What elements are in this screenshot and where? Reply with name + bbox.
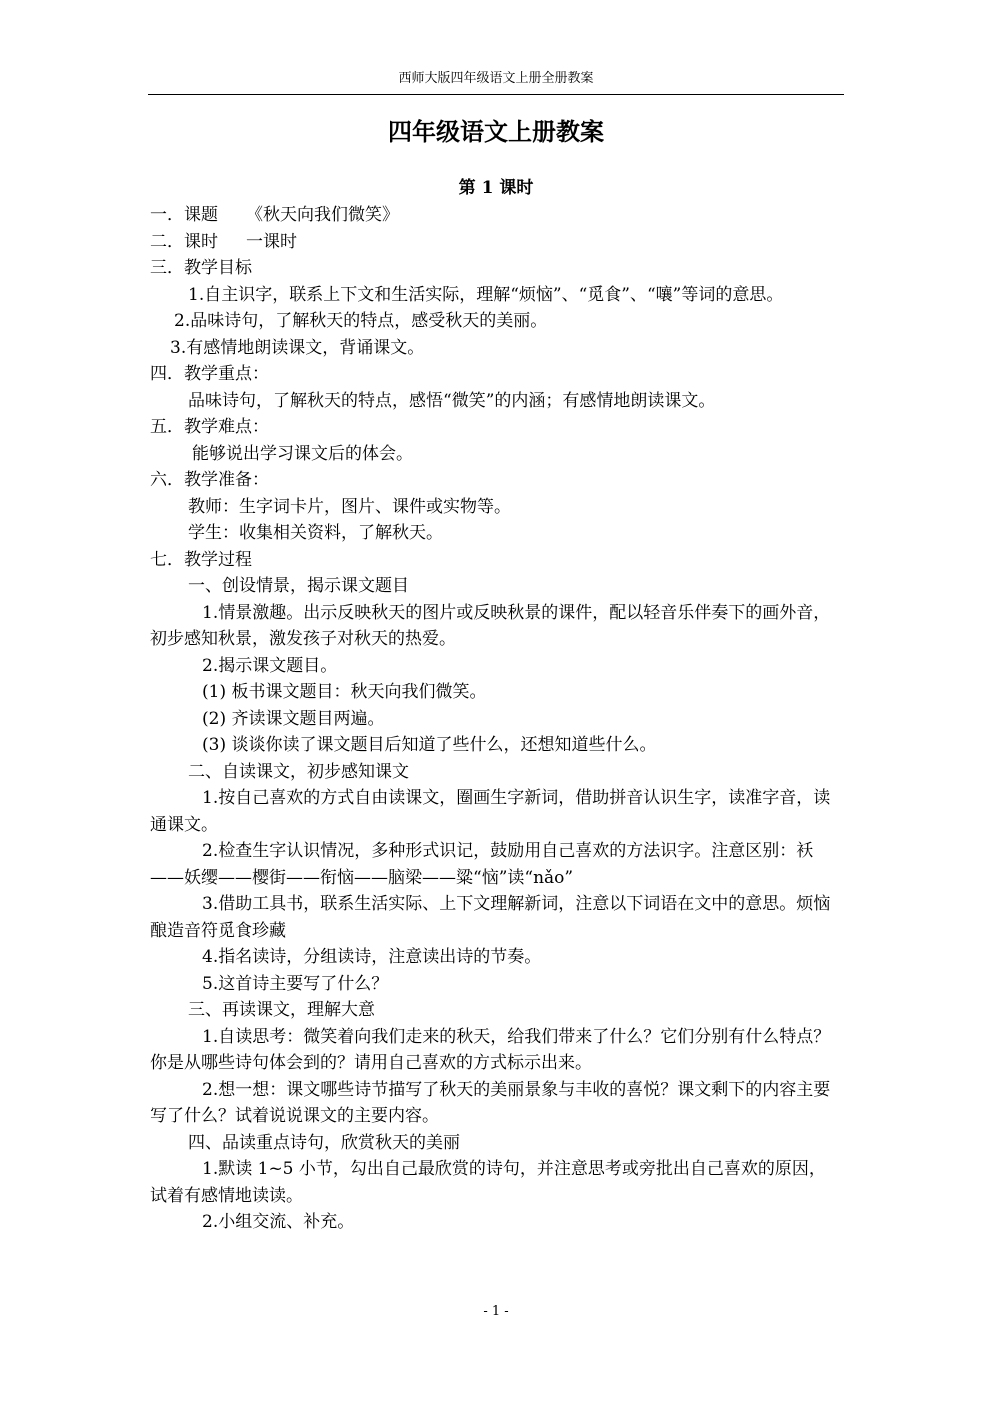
prep-student: 学生：收集相关资料，了解秋天。	[188, 523, 443, 543]
process-step-4-title: 四、品读重点诗句，欣赏秋天的美丽	[188, 1132, 460, 1153]
process-step-2-item-4: 4.指名读诗，分组读诗，注意读出诗的节奏。	[202, 947, 542, 967]
header-rule	[148, 94, 844, 95]
lesson-subtitle: 第 1 课时	[458, 178, 534, 198]
process-step-2-item-1: 1.按自己喜欢的方式自由读课文，圈画生字新词，借助拼音认识生字，读准字音，读通课文。	[150, 788, 831, 835]
process-step-1-sub-2: (2) 齐读课文题目两遍。	[202, 708, 385, 729]
section-process-heading: 七．教学过程	[150, 549, 252, 570]
process-step-4-item-2: 2.小组交流、补充。	[202, 1212, 355, 1232]
key-points-text: 品味诗句，了解秋天的特点，感悟“微笑”的内涵；有感情地朗读课文。	[188, 390, 716, 411]
goal-item-3: 3.有感情地朗读课文，背诵课文。	[170, 337, 425, 358]
process-step-1-title: 一、创设情景，揭示课文题目	[188, 576, 409, 596]
process-step-3-title: 三、再读课文，理解大意	[188, 1000, 375, 1020]
goal-item-1: 1.自主识字，联系上下文和生活实际，理解“烦恼”、“觅食”、“嚷”等词的意思。	[188, 284, 784, 305]
process-step-2-item-2: 2.检查生字认识情况，多种形式识记，鼓励用自己喜欢的方法识字。注意区别：袄——妖缨——樱街——衔恼——脑梁——粱“恼”读“nǎo”	[150, 841, 814, 888]
page-title: 四年级语文上册教案	[388, 118, 604, 146]
process-step-1-sub-1: (1) 板书课文题目：秋天向我们微笑。	[202, 682, 487, 702]
process-step-4-item-1: 1.默读 1~5 小节，勾出自己最欣赏的诗句，并注意思考或旁批出自己喜欢的原因，试着有感情地读读。	[150, 1159, 826, 1206]
difficulty-text: 能够说出学习课文后的体会。	[192, 443, 413, 464]
running-header: 西师大版四年级语文上册全册教案	[398, 71, 594, 86]
document-body	[150, 202, 840, 1236]
prep-teacher: 教师：生字词卡片，图片、课件或实物等。	[188, 496, 511, 517]
section-topic: 一．课题 《秋天向我们微笑》	[150, 205, 399, 225]
section-goals-heading: 三．教学目标	[150, 258, 252, 278]
process-step-3-item-1: 1.自读思考：微笑着向我们走来的秋天，给我们带来了什么？它们分别有什么特点？你是从哪些诗句体会到的？请用自己喜欢的方式标示出来。	[150, 1026, 831, 1073]
section-preparation-heading: 六．教学准备：	[150, 470, 269, 490]
process-step-1-sub-3: (3) 谈谈你读了课文题目后知道了些什么，还想知道些什么。	[202, 735, 657, 755]
section-difficulty-heading: 五．教学难点：	[150, 417, 269, 437]
process-step-2-item-3: 3.借助工具书，联系生活实际、上下文理解新词，注意以下词语在文中的意思。烦恼酿造音符觅食珍藏	[150, 894, 831, 941]
process-step-2-title: 二、自读课文，初步感知课文	[188, 761, 409, 782]
process-step-2-item-5: 5.这首诗主要写了什么？	[202, 973, 389, 994]
section-periods: 二．课时 一课时	[150, 231, 297, 252]
process-step-1-item-2: 2.揭示课文题目。	[202, 655, 338, 676]
goal-item-2: 2.品味诗句，了解秋天的特点，感受秋天的美丽。	[174, 311, 548, 331]
process-step-3-item-2: 2.想一想：课文哪些诗节描写了秋天的美丽景象与丰收的喜悦？课文剩下的内容主要写了什么？试着说说课文的主要内容。	[150, 1079, 831, 1126]
page-number: - 1 -	[483, 1304, 509, 1319]
section-key-points-heading: 四．教学重点：	[150, 364, 269, 384]
process-step-1-item-1: 1.情景激趣。出示反映秋天的图片或反映秋景的课件，配以轻音乐伴奏下的画外音，初步感知秋景，激发孩子对秋天的热爱。	[150, 602, 831, 649]
